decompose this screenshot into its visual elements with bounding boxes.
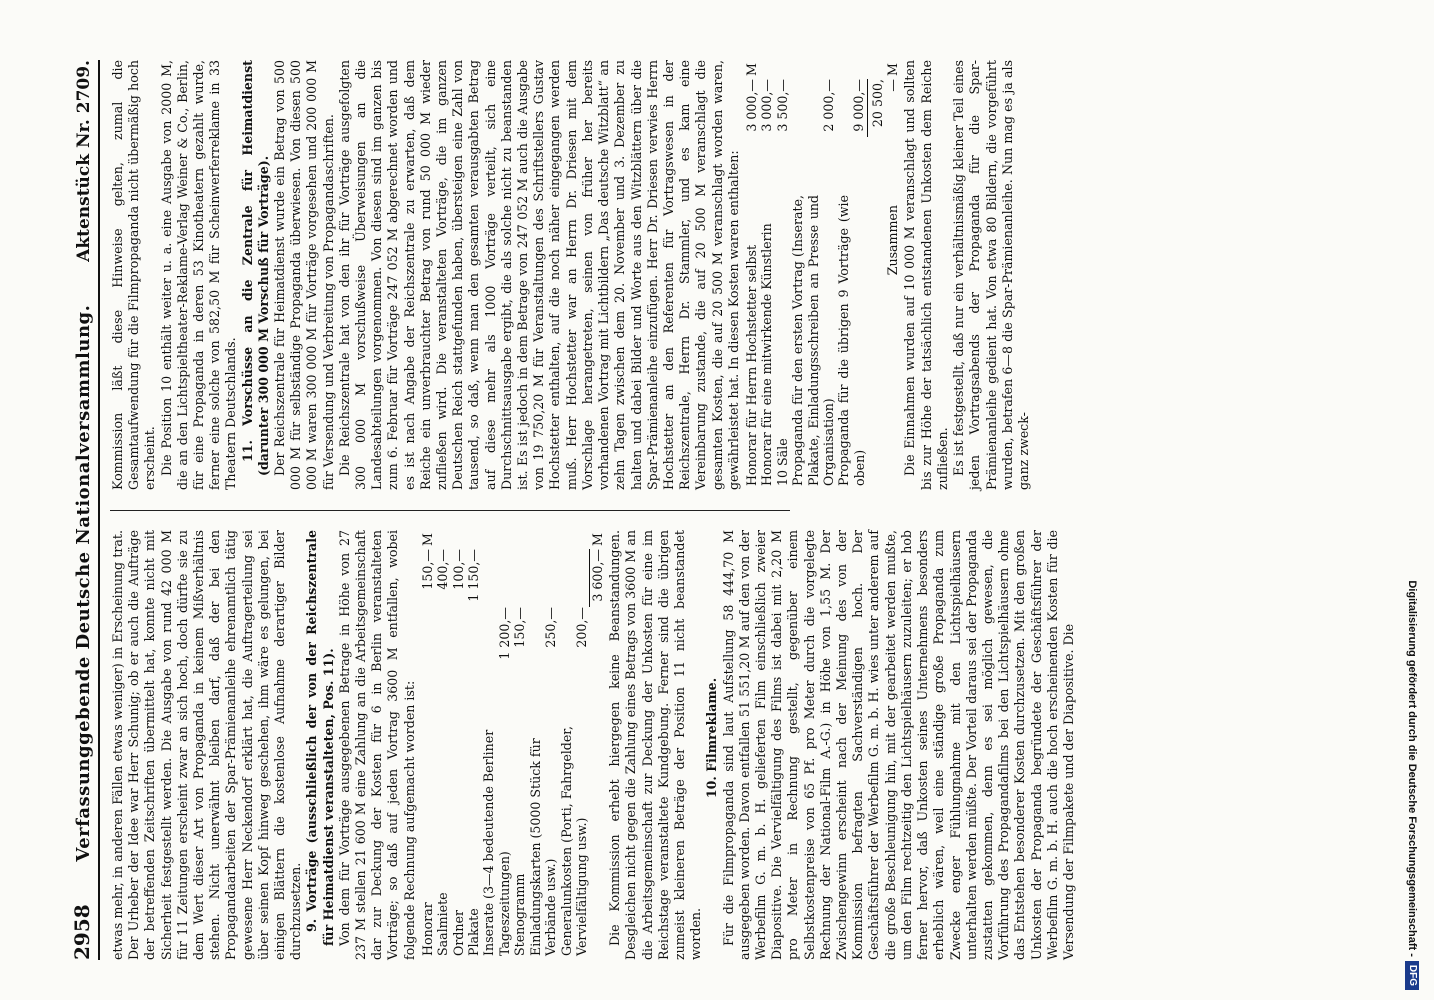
cost-amount bbox=[559, 549, 574, 607]
cost-currency bbox=[481, 530, 496, 549]
cost-amount bbox=[481, 549, 496, 607]
cost-row bbox=[435, 530, 450, 960]
cost-subamount bbox=[435, 607, 450, 665]
cost-subamount bbox=[790, 137, 836, 195]
cost-amount bbox=[574, 549, 589, 607]
cost-row bbox=[574, 530, 589, 960]
cost-row bbox=[836, 60, 867, 490]
cost-amount: 150,— bbox=[419, 549, 435, 590]
paragraph: Von dem für Vorträge ausgegebenen Betrage in Höhe von 27 237 M stellen 21 600 M eine Zahlung an die Arbeitsgemeinschaft dar zur Deckung der Kosten für 6 in Berlin veranstalteten Vorträge; so daß auf jeden Vortrag 3600 M entfallen, wobei folgende Rechnung aufgemacht worden ist: bbox=[336, 530, 417, 960]
page-header bbox=[60, 60, 100, 960]
left-column bbox=[110, 530, 1076, 960]
cost-currency bbox=[543, 530, 558, 549]
cost-currency bbox=[466, 530, 481, 549]
cost-currency: M bbox=[419, 533, 435, 546]
paragraph: Die Kommission erhebt hiergegen keine Beanstandungen. Desgleichen nicht gegen die Zahlung eines Betrags von 3600 M an die Arbeitsgemeinschaft zur Deckung der Unkosten für eine im Reichstage veranstaltete Kundgebung. Ferner sind die übrigen zumeist kleineren Beträge der Position 11 nicht beanstandet worden. bbox=[607, 530, 704, 960]
paragraph: Für die Filmpropaganda sind laut Aufstellung 58 444,70 M ausgegeben worden. Davon entfallen 51 551,20 M auf den von der Werbefilm G. m. b. H. gelieferten Film einschließlich zweier Diapositive. Die Vervielfältigung des Films ist dabei mit 2,20 M pro Meter in Rechnung gestellt, gegenüber einem Selbstkostenpreise von 65 Pf. pro Meter durch die vorgelegte Rechnung der National-Film A.-G.) in Höhe von 1,55 M. Der Zwischengewinn erscheint nach der Meinung des von der Kommission befragten Sachverständigen hoch. Der Geschäftsführer der Werbefilm G. m. b. H. wies unter anderem auf die große Beschleunigung hin, mit der gearbeitet werden mußte, um den Film rechtzeitig den Lichtspielhäusern zuzuleiten; er hob ferner hervor, daß Unkosten seines Unternehmens besonders erheblich wären, weil eine ständige große Propaganda zum Zwecke enger Fühlungnahme mit den Lichtspielhäusern unterhalten werden müßte. Der Vorteil daraus sei der Propaganda zustatten gekommen, denn es sei möglich gewesen, die Vorführung des Propagandafilms bei den Lichtspielhäusern ohne das Entstehen besonderer Kosten durchzusetzen. Mit den großen Unkosten der Propaganda begründete der Geschäftsführer der Werbefilm G. m. b. H. auch die hoch erscheinenden Kosten für die Versendung der Filmpakete und der Diapositive. Die bbox=[720, 530, 1076, 960]
cost-label: Honorar für Herrn Hochstetter selbst bbox=[743, 244, 759, 486]
cost-row bbox=[497, 530, 512, 960]
cost-row bbox=[744, 60, 759, 490]
cost-amount: 100,— bbox=[450, 549, 466, 590]
cost-row bbox=[466, 530, 481, 960]
cost-amount: 1 150,— bbox=[466, 549, 482, 602]
cost-currency bbox=[512, 530, 527, 549]
cost-row bbox=[481, 530, 496, 960]
cost-label: Plakate bbox=[466, 908, 482, 956]
cost-subamount: 150,— bbox=[512, 607, 528, 648]
paragraph: Es ist festgestellt, daß nur ein verhältnismäßig kleiner Teil eines jeden Vortragsabends der Propaganda für die Spar-Prämienanleihe gedient hat. Von etwa 80 Bildern, die vorgeführt wurden, betrafen 6—8 die Spar-Prämienanleihe. Nun mag es ja als ganz zweck- bbox=[951, 60, 1031, 490]
cost-total-row: 3 600,— M bbox=[589, 530, 605, 960]
cost-label: 10 Säle bbox=[774, 438, 790, 486]
cost-row bbox=[775, 60, 790, 490]
cost-currency bbox=[497, 530, 512, 549]
cost-amount: 9 000,— bbox=[851, 79, 867, 132]
cost-subamount bbox=[744, 137, 759, 195]
cost-label: Einladungskarten (5000 Stück für bbox=[527, 738, 543, 956]
cost-subamount: 250,— bbox=[543, 607, 559, 648]
cost-amount bbox=[528, 549, 543, 607]
cost-amount: 3 000,— bbox=[743, 79, 759, 132]
cost-label: Saalmiete bbox=[435, 892, 451, 956]
sum-label: Zusammen bbox=[885, 205, 901, 276]
cost-subamount: 200,— bbox=[573, 607, 589, 648]
right-column bbox=[110, 60, 1031, 490]
cost-subamount bbox=[528, 607, 543, 665]
cost-currency bbox=[775, 60, 790, 79]
sum-row: Zusammen 20 500,— M bbox=[867, 60, 900, 490]
cost-label: Honorar für eine mitwirkende Künstlerin bbox=[759, 223, 775, 486]
cost-label: Propaganda für den ersten Vortrag (Inserate, Plakate, Einladungsschreiben an Presse und Organisation) bbox=[790, 195, 836, 486]
cost-row bbox=[528, 530, 543, 960]
cost-amount bbox=[497, 549, 512, 607]
document-number: Aktenstück Nr. 2709. bbox=[74, 60, 94, 262]
cost-row bbox=[759, 60, 774, 490]
digitization-text: Digitalisierung gefördert durch die Deutsche Forschungsgemeinschaft - bbox=[1406, 580, 1418, 957]
cost-currency bbox=[790, 60, 836, 79]
cost-amount bbox=[512, 549, 527, 607]
cost-label: Vervielfältigung usw.) bbox=[573, 817, 589, 956]
cost-currency bbox=[435, 530, 450, 549]
rotated-page-content bbox=[60, 40, 1400, 960]
cost-subamount bbox=[451, 607, 466, 665]
cost-table-lectures bbox=[420, 530, 605, 960]
cost-row bbox=[559, 530, 574, 960]
cost-row bbox=[512, 530, 527, 960]
cost-subamount bbox=[420, 607, 435, 665]
cost-amount bbox=[543, 549, 558, 607]
cost-subamount: 1 200,— bbox=[496, 607, 512, 660]
cost-label: Generalunkosten (Porti, Fahrgelder, bbox=[558, 726, 574, 956]
cost-subamount bbox=[466, 607, 481, 665]
sum-value: 20 500,— bbox=[867, 79, 900, 137]
cost-amount: 400,— bbox=[435, 549, 451, 590]
dfg-logo: DFG bbox=[1405, 961, 1419, 990]
cost-row bbox=[420, 530, 435, 960]
paragraph: Die Reichszentrale hat von den ihr für Vorträge ausgefolgten 300 000 M vorschußweise Überweisungen an die Landesabteilungen vorgenommen. Von diesen sind im ganzen bis zum 6. Februar für Vorträge 247 052 M abgerechnet worden und es ist nach Angabe der Reichszentrale zu erwarten, daß dem Reiche ein unverbrauchter Betrag von rund 50 000 M wieder zufließen wird. Die veranstalteten Vorträge, die im ganzen Deutschen Reich stattgefunden haben, übersteigen eine Zahl von tausend, so daß, wenn man den gesamten verausgabten Betrag auf diese mehr als 1000 Vorträge verteilt, sich eine Durchschnittsausgabe ergibt, die als solche nicht zu beanstanden ist. Es ist jedoch in dem Betrage von 247 052 M auch die Ausgabe von 19 750,20 M für Veranstaltungen des Schriftstellers Gustav Hochstetter enthalten, auf die noch näher eingegangen werden muß. Herr Hochstetter war an Herrn Dr. Driesen mit dem Vorschlage herangetreten, seinen von früher her bereits vorhandenen Vortrag mit Lichtbildern „Das deutsche Witzblatt“ an zehn Tagen zwischen dem 20. November und 3. Dezember zu halten und dabei Bilder und Worte aus den Witzblättern über die Spar-Prämienanleihe einzufügen. Herr Dr. Driesen verwies Herrn Hochstetter an den Referenten für Vortragswesen in der Reichszentrale, Herrn Dr. Stammler, und es kam eine Vereinbarung zustande, die auf 20 500 M veranschlagt die gesamten Kosten, die auf 20 500 M veranschlagt worden waren, gewährleistet hat. In diesen Kosten waren enthalten: bbox=[336, 60, 741, 490]
cost-currency bbox=[836, 60, 867, 79]
paragraph: Kommission läßt diese Hinweise gelten, zumal die Gesamtaufwendung für die Filmpropaganda nicht übermäßig hoch erscheint. bbox=[110, 60, 158, 490]
cost-label: Tageszeitungen) bbox=[496, 851, 512, 956]
digitization-note bbox=[1404, 10, 1428, 990]
cost-label: Propaganda für die übrigen 9 Vorträge (wie oben) bbox=[836, 195, 867, 486]
cost-subamount bbox=[759, 137, 774, 195]
cost-row bbox=[543, 530, 558, 960]
cost-amount: 3 500,— bbox=[774, 79, 790, 132]
cost-table-hochstetter bbox=[744, 60, 901, 490]
cost-currency bbox=[528, 530, 543, 549]
cost-label: Ordner bbox=[450, 910, 466, 956]
cost-currency bbox=[451, 530, 466, 549]
cost-amount: 2 000,— bbox=[820, 79, 836, 132]
cost-currency: M bbox=[743, 63, 759, 76]
cost-subamount bbox=[836, 137, 867, 195]
cost-subamount bbox=[559, 607, 574, 665]
cost-currency bbox=[574, 530, 589, 549]
cost-label: Honorar bbox=[419, 902, 435, 956]
section-heading-10: 10. Filmreklame. bbox=[704, 677, 720, 799]
cost-subamount bbox=[481, 607, 496, 665]
paragraph: Die Position 10 enthält weiter u. a. eine Ausgabe von 2000 M, die an den Lichtspieltheater-Reklame-Verlag Weiner & Co., Berlin, für eine Propaganda in deren 53 Kinotheatern gezahlt wurde, ferner eine solche von 582,50 M für Scheinwerferreklame in 33 Theatern Deutschlands. bbox=[158, 60, 239, 490]
section-heading-11: 11. Vorschüsse an die Zentrale für Heimatdienst (darunter 300 000 M Vorschuß für Vorträge). bbox=[239, 60, 271, 476]
cost-currency bbox=[559, 530, 574, 549]
cost-row bbox=[451, 530, 466, 960]
section-heading-9: 9. Vorträge (ausschließlich der von der Reichszentrale für Heimatdienst veranstalteten, Pos. 11). bbox=[304, 530, 336, 946]
cost-label: Stenogramm bbox=[512, 873, 528, 956]
cost-currency bbox=[759, 60, 774, 79]
page-number: 2958 bbox=[70, 904, 94, 960]
cost-subamount bbox=[775, 137, 790, 195]
paragraph: etwas mehr, in anderen Fällen etwas weniger) in Erscheinung trat. Der Urheber der Idee war Herr Schunig; ob er auch die Aufträge der betreffenden Zeitschriften übermittelt hat, konnte nicht mit Sicherheit festgestellt werden. Die Ausgabe von rund 42 000 M für 11 Zeitungen erscheint zwar an sich hoch, doch dürfte sie zu dem Wert dieser Art von Propaganda in keinem Mißverhältnis stehen. Nicht unerwähnt bleiben darf, daß der bei den Propagandaarbeiten der Spar-Prämienanleihe ehrenamtlich tätig gewesene Herr Neckendorf erklärt hat, die Auftragerteilung sei über seinen Kopf hinweg geschehen, ihm wäre es gelungen, bei einigen Blättern die kostenlose Aufnahme derartiger Bilder durchzusetzen. bbox=[110, 530, 304, 960]
cost-amount: 3 000,— bbox=[759, 79, 775, 132]
cost-total: 3 600,— bbox=[589, 549, 605, 607]
column-divider bbox=[110, 510, 790, 511]
cost-row bbox=[790, 60, 836, 490]
paragraph: Die Einnahmen wurden auf 10 000 M veranschlagt und sollten bis zur Höhe der tatsächlich entstandenen Unkosten dem Reiche zufließen. bbox=[902, 60, 950, 490]
cost-label: Inserate (3—4 bedeutende Berliner bbox=[481, 729, 497, 956]
page-title: Verfassunggebende Deutsche Nationalversammlung. bbox=[73, 304, 94, 862]
paragraph: Der Reichszentrale für Heimatdienst wurde ein Betrag von 500 000 M für selbständige Propaganda überwiesen. Von diesen 500 000 M waren 300 000 M für Vorträge vorgesehen und 200 000 M für Versendung und Verbreitung von Propagandaschriften. bbox=[272, 60, 336, 490]
cost-label: Verbände usw.) bbox=[543, 858, 559, 956]
